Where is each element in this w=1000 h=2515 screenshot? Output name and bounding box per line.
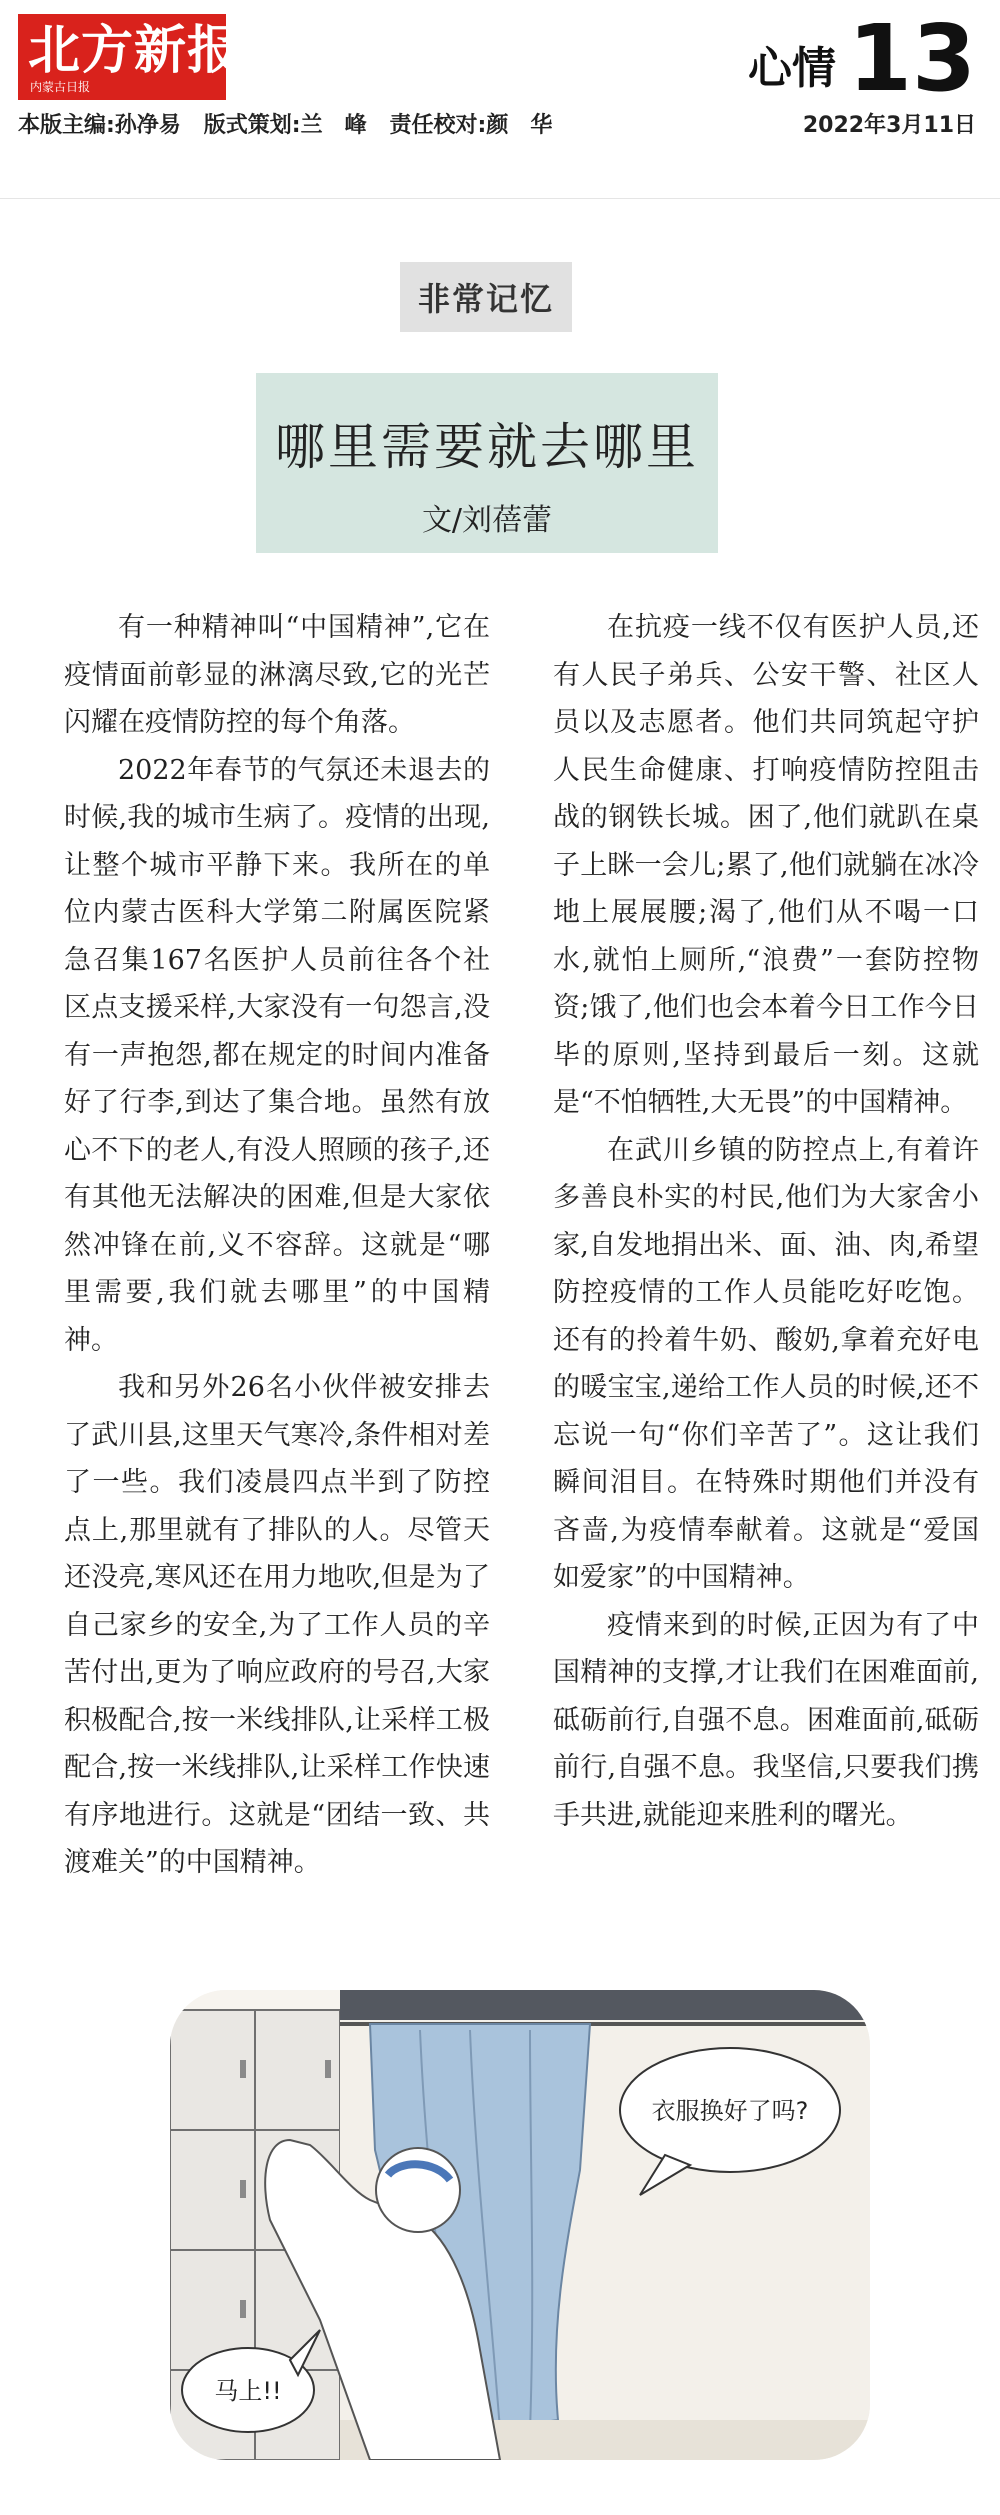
issue-date: 2022年3月11日 [802, 113, 976, 138]
page-number: 13 [847, 5, 976, 112]
paragraph: 疫情来到的时候,正因为有了中国精神的支撑,才让我们在困难面前,砥砺前行,自强不息。困难面前,砥砺前行,自强不息。我坚信,只要我们携手共进,就能迎来胜利的曙光。 [553, 1609, 979, 1831]
newspaper-logo [18, 14, 241, 100]
article-title: 哪里需要就去哪里 [275, 418, 699, 476]
paper-subtitle: 内蒙古日报 [30, 80, 91, 94]
illustration [170, 1990, 870, 2460]
title-box [256, 373, 718, 553]
editor-credits: 本版主编:孙净易 版式策划:兰 峰 责任校对:颜 华 [18, 113, 553, 138]
paragraph: 2022年春节的气氛还未退去的时候,我的城市生病了。疫情的出现,让整个城市平静下来。我所在的单位内蒙古医科大学第二附属医院紧急召集167名医护人员前往各个社区点支援采样,大家没有一句怨言,没有一声抱怨,都在规定的时间内准备好了行李,到达了集合地。虽然有放心不下的老人,有没人照顾的孩子,还有其他无法解决的困难,但是大家依然冲锋在前,义不容辞。这就是“哪里需要,我们就去哪里”的中国精神。 [64, 754, 490, 1356]
paragraph: 有一种精神叫“中国精神”,它在疫情面前彰显的淋漓尽致,它的光芒闪耀在疫情防控的每个角落。 [64, 612, 490, 738]
paragraph: 我和另外26名小伙伴被安排去了武川县,这里天气寒冷,条件相对差了一些。我们凌晨四点半到了防控点上,那里就有了排队的人。尽管天还没亮,寒风还在用力地吹,但是为了自己家乡的安全,为了工作人员的辛苦付出,更为了响应政府的号召,大家积极配合,按一米线排队,让采样工极配合,按一米线排队,让采样工作快速有序地进行。这就是“团结一致、共渡难关”的中国精神。 [64, 1372, 490, 1878]
edition-header [747, 5, 976, 112]
speech-bottom-text: 马上!! [214, 2377, 282, 2405]
column-tag: 非常记忆 [400, 262, 572, 332]
left-column [64, 604, 490, 1887]
article-byline: 文/刘蓓蕾 [421, 503, 553, 538]
locker-room-drawing [170, 1990, 870, 2460]
section-name: 心情 [747, 43, 836, 94]
header-divider [0, 198, 1000, 199]
paragraph: 在武川乡镇的防控点上,有着许多善良朴实的村民,他们为大家舍小家,自发地捐出米、面、油、肉,希望防控疫情的工作人员能吃好吃饱。还有的拎着牛奶、酸奶,拿着充好电的暖宝宝,递给工作人员的时候,还不忘说一句“你们辛苦了”。这让我们瞬间泪目。在特殊时期他们并没有吝啬,为疫情奉献着。这就是“爱国如爱家”的中国精神。 [553, 1134, 979, 1593]
speech-top-text: 衣服换好了吗? [651, 2097, 809, 2125]
paper-name: 北方新报 [28, 21, 241, 81]
paragraph: 在抗疫一线不仅有医护人员,还有人民子弟兵、公安干警、社区人员以及志愿者。他们共同筑起守护人民生命健康、打响疫情防控阻击战的钢铁长城。困了,他们就趴在桌子上眯一会儿;累了,他们就躺在冰冷地上展展腰;渴了,他们从不喝一口水,就怕上厕所,“浪费”一套防控物资;饿了,他们也会本着今日工作今日毕的原则,坚持到最后一刻。这就是“不怕牺牲,大无畏”的中国精神。 [553, 612, 979, 1118]
right-column [553, 604, 979, 1839]
